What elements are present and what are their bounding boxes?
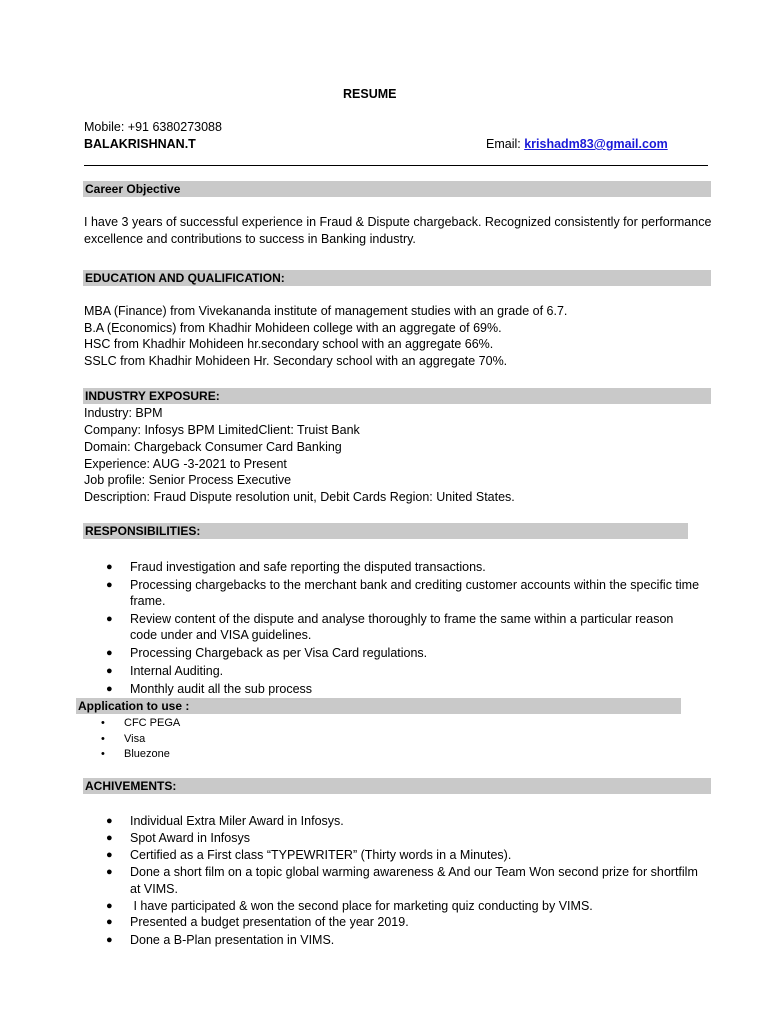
achievement-item: Done a B-Plan presentation in VIMS. (130, 933, 335, 947)
achievement-item: Done a short film on a topic global warming awareness & And our Team Won second prize for shortfilm (130, 865, 698, 879)
achievement-item: I have participated & won the second place for marketing quiz conducting by VIMS. (130, 899, 593, 913)
bullet-icon: ● (106, 832, 113, 844)
achievement-item: Individual Extra Miler Award in Infosys. (130, 814, 344, 828)
responsibility-item: Monthly audit all the sub process (130, 682, 313, 696)
achievement-item: Presented a budget presentation of the year 2019. (130, 915, 409, 929)
bullet-icon: ● (106, 815, 113, 827)
career-objective-line: I have 3 years of successful experience in Fraud & Dispute chargeback. Recognized consistently for performance (84, 215, 712, 229)
industry-heading: INDUSTRY EXPOSURE: (85, 389, 220, 403)
bullet-icon: • (101, 748, 105, 760)
education-line: MBA (Finance) from Vivekananda institute of management studies with an grade of 6.7. (84, 304, 568, 318)
applications-bar (76, 698, 681, 714)
education-bar (83, 270, 711, 286)
bullet-icon: ● (106, 934, 113, 946)
education-heading: EDUCATION AND QUALIFICATION: (85, 271, 285, 285)
industry-line: Job profile: Senior Process Executive (84, 473, 292, 487)
responsibility-item: Fraud investigation and safe reporting the disputed transactions. (130, 560, 486, 574)
application-item: Visa (124, 733, 146, 745)
responsibility-item: code under and VISA guidelines. (130, 628, 312, 642)
header-divider (84, 165, 708, 166)
industry-line: Description: Fraud Dispute resolution unit, Debit Cards Region: United States. (84, 490, 515, 504)
responsibility-item: Processing chargebacks to the merchant bank and crediting customer accounts within the specific time (130, 578, 700, 592)
bullet-icon: ● (106, 579, 113, 591)
bullet-icon: ● (106, 866, 113, 878)
responsibilities-heading: RESPONSIBILITIES: (85, 524, 201, 538)
responsibilities-bar (83, 523, 688, 539)
mobile-number: Mobile: +91 6380273088 (84, 120, 222, 134)
career-objective-line: excellence and contributions to success in Banking industry. (84, 232, 416, 246)
resume-title: RESUME (343, 87, 397, 101)
education-line: SSLC from Khadhir Mohideen Hr. Secondary school with an aggregate 70%. (84, 354, 508, 368)
applications-heading: Application to use : (78, 699, 190, 713)
bullet-icon: ● (106, 647, 113, 659)
career-objective-heading: Career Objective (85, 182, 181, 196)
bullet-icon: ● (106, 900, 113, 912)
responsibility-item: Review content of the dispute and analyse thoroughly to frame the same within a particular reason (130, 612, 674, 626)
achievement-item: Spot Award in Infosys (130, 831, 250, 845)
bullet-icon: ● (106, 613, 113, 625)
bullet-icon: ● (106, 849, 113, 861)
bullet-icon: • (101, 733, 105, 745)
industry-bar (83, 388, 711, 404)
responsibility-item: Processing Chargeback as per Visa Card regulations. (130, 646, 428, 660)
responsibility-item: frame. (130, 594, 166, 608)
email-row (486, 136, 668, 152)
achievements-heading: ACHIVEMENTS: (85, 779, 177, 793)
bullet-icon: • (101, 717, 105, 729)
bullet-icon: ● (106, 665, 113, 677)
achievement-item: Certified as a First class “TYPEWRITER” (Thirty words in a Minutes). (130, 848, 512, 862)
bullet-icon: ● (106, 683, 113, 695)
bullet-icon: ● (106, 916, 113, 928)
email-link[interactable]: krishadm83@gmail.com (524, 137, 668, 151)
industry-line: Company: Infosys BPM LimitedClient: Truist Bank (84, 423, 360, 437)
industry-line: Industry: BPM (84, 406, 163, 420)
industry-line: Domain: Chargeback Consumer Card Banking (84, 440, 342, 454)
application-item: CFC PEGA (124, 717, 181, 729)
achievements-bar (83, 778, 711, 794)
education-line: B.A (Economics) from Khadhir Mohideen college with an aggregate of 69%. (84, 321, 502, 335)
email-label: Email: (486, 137, 525, 151)
responsibility-item: Internal Auditing. (130, 664, 224, 678)
education-line: HSC from Khadhir Mohideen hr.secondary school with an aggregate 66%. (84, 337, 494, 351)
application-item: Bluezone (124, 748, 170, 760)
career-objective-bar (83, 181, 711, 197)
achievement-item: at VIMS. (130, 882, 178, 896)
bullet-icon: ● (106, 561, 113, 573)
candidate-name: BALAKRISHNAN.T (84, 137, 196, 151)
industry-line: Experience: AUG -3-2021 to Present (84, 457, 287, 471)
